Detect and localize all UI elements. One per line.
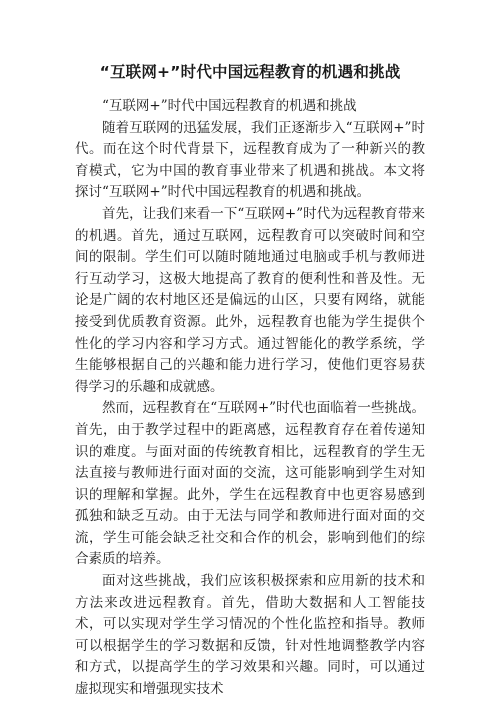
- document-body: [75, 96, 425, 701]
- paragraph: 然而，远程教育在“互联网+”时代也面临着一些挑战。首先，由于教学过程中的距离感，远程教育存在着传递知识的难度。与面对面的传统教育相比，远程教育的学生无法直接与教师进行面对面的交流，这可能影响到学生对知识的理解和掌握。此外，学生在远程教育中也更容易感到孤独和缺乏互动。由于无法与同学和教师进行面对面的交流，学生可能会缺乏社交和合作的机会，影响到他们的综合素质的培养。: [75, 400, 425, 568]
- paragraph: 随着互联网的迅猛发展，我们正逐渐步入“互联网+”时代。而在这个时代背景下，远程教育成为了一种新兴的教育模式，它为中国的教育事业带来了机遇和挑战。本文将探讨“互联网+”时代中国远程教育的机遇和挑战。: [75, 119, 425, 201]
- paragraph: 面对这些挑战，我们应该积极探索和应用新的技术和方法来改进远程教育。首先，借助大数据和人工智能技术，可以实现对学生学习情况的个性化监控和指导。教师可以根据学生的学习数据和反馈，针对性地调整教学内容和方式，以提高学生的学习效果和兴趣。同时，可以通过虚拟现实和增强现实技术: [75, 573, 425, 698]
- paragraph: 首先，让我们来看一下“互联网+”时代为远程教育带来的机遇。首先，通过互联网，远程教育可以突破时间和空间的限制。学生们可以随时随地通过电脑或手机与教师进行互动学习，这极大地提高了教育的便利性和普及性。无论是广阔的农村地区还是偏远的山区，只要有网络，就能接受到优质教育资源。此外，远程教育也能为学生提供个性化的学习内容和学习方式。通过智能化的教学系统，学生能够根据自己的兴趣和能力进行学习，使他们更容易获得学习的乐趣和成就感。: [75, 205, 425, 395]
- document-title: “互联网+”时代中国远程教育的机遇和挑战: [99, 63, 401, 81]
- paragraph: “互联网+”时代中国远程教育的机遇和挑战: [102, 98, 357, 114]
